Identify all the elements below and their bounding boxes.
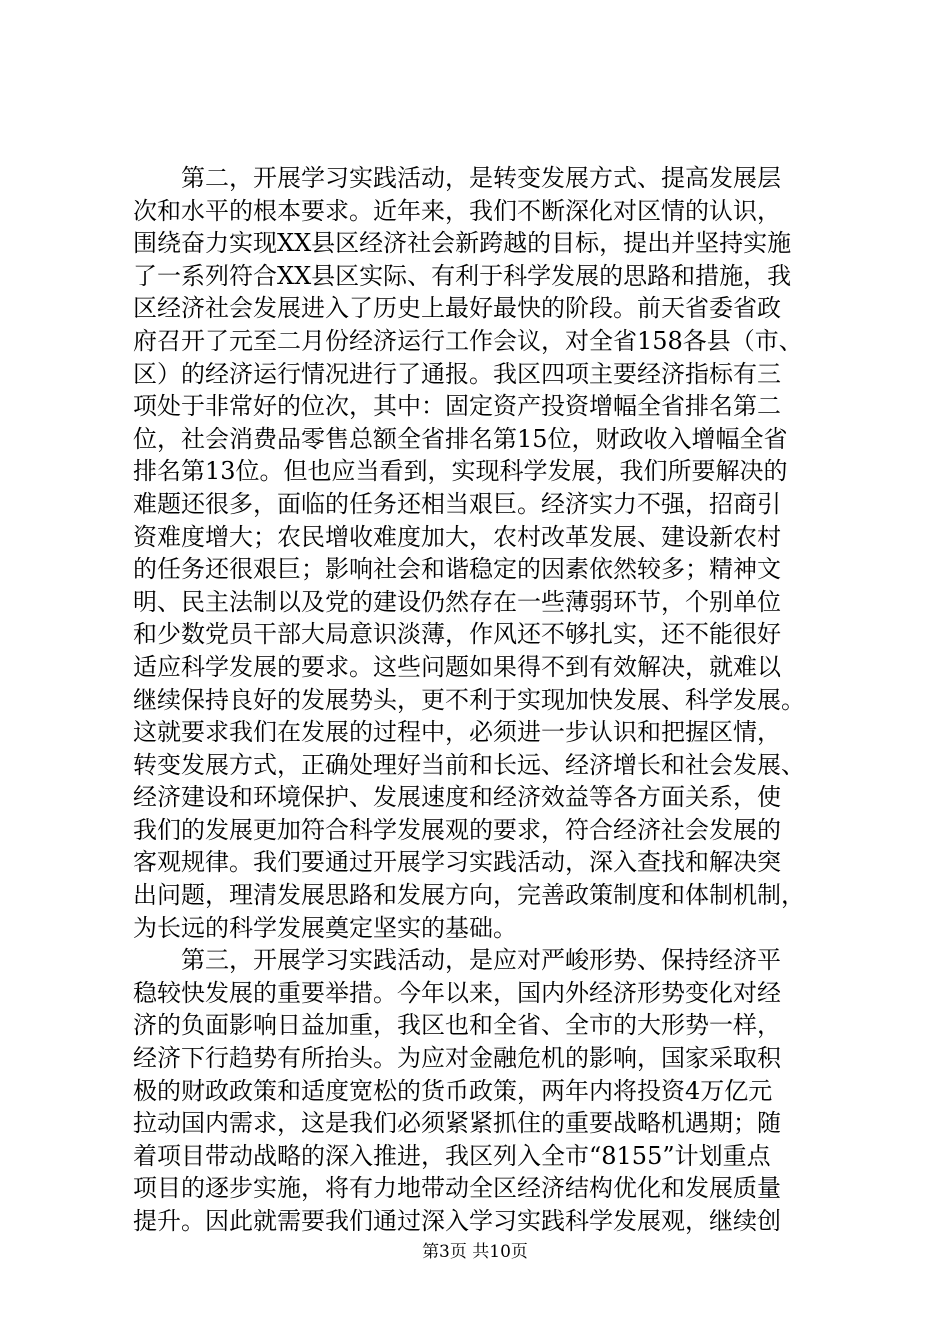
text-line: 和少数党员干部大局意识淡薄，作风还不够扎实，还不能很好 xyxy=(133,620,781,649)
text-line: 继续保持良好的发展势头，更不利于实现加快发展、科学发展。 xyxy=(133,685,805,714)
text-line: 出问题，理清发展思路和发展方向，完善政策制度和体制机制， xyxy=(133,881,805,910)
text-line: 经济下行趋势有所抬头。为应对金融危机的影响，国家采取积 xyxy=(133,1044,781,1073)
text-line: 位，社会消费品零售总额全省排名第15位，财政收入增幅全省 xyxy=(133,424,788,453)
text-line: 我们的发展更加符合科学发展观的要求，符合经济社会发展的 xyxy=(133,815,781,844)
text-line: 着项目带动战略的深入推进，我区列入全市“8155”计划重点 xyxy=(133,1141,771,1170)
text-line: 区经济社会发展进入了历史上最好最快的阶段。前天省委省政 xyxy=(133,294,781,323)
text-line: 这就要求我们在发展的过程中，必须进一步认识和把握区情， xyxy=(133,718,781,747)
text-line: 的任务还很艰巨；影响社会和谐稳定的因素依然较多；精神文 xyxy=(133,555,781,584)
text-line: 区）的经济运行情况进行了通报。我区四项主要经济指标有三 xyxy=(133,359,781,388)
text-line: 稳较快发展的重要举措。今年以来，国内外经济形势变化对经 xyxy=(133,978,781,1007)
text-line: 适应科学发展的要求。这些问题如果得不到有效解决，就难以 xyxy=(133,652,781,681)
page-footer: 第3页 共10页 xyxy=(422,1242,528,1262)
text-line: 项处于非常好的位次，其中：固定资产投资增幅全省排名第二 xyxy=(133,392,781,421)
text-line: 第三，开展学习实践活动，是应对严峻形势、保持经济平 xyxy=(133,946,781,975)
text-line: 围绕奋力实现XX县区经济社会新跨越的目标，提出并坚持实施 xyxy=(133,229,792,258)
text-line: 提升。因此就需要我们通过深入学习实践科学发展观，继续创 xyxy=(133,1207,781,1235)
text-line: 济的负面影响日益加重，我区也和全省、全市的大形势一样， xyxy=(133,1011,781,1040)
text-line: 次和水平的根本要求。近年来，我们不断深化对区情的认识， xyxy=(133,196,781,225)
text-line: 经济建设和环境保护、发展速度和经济效益等各方面关系，使 xyxy=(133,783,781,812)
text-line: 为长远的科学发展奠定坚实的基础。 xyxy=(133,913,517,942)
text-line: 拉动国内需求，这是我们必须紧紧抓住的重要战略机遇期；随 xyxy=(133,1109,781,1138)
text-line: 资难度增大；农民增收难度加大，农村改革发展、建设新农村 xyxy=(133,522,781,551)
text-line: 第二，开展学习实践活动，是转变发展方式、提高发展层 xyxy=(133,164,781,192)
text-line: 项目的逐步实施，将有力地带动全区经济结构优化和发展质量 xyxy=(133,1174,781,1203)
text-line: 府召开了元至二月份经济运行工作会议，对全省158各县（市、 xyxy=(133,326,803,355)
text-line: 客观规律。我们要通过开展学习实践活动，深入查找和解决突 xyxy=(133,848,781,877)
text-line: 难题还很多，面临的任务还相当艰巨。经济实力不强，招商引 xyxy=(133,489,781,518)
text-line: 排名第13位。但也应当看到，实现科学发展，我们所要解决的 xyxy=(133,457,788,486)
text-line: 了一系列符合XX县区实际、有利于科学发展的思路和措施，我 xyxy=(133,261,792,290)
text-line: 极的财政政策和适度宽松的货币政策，两年内将投资4万亿元 xyxy=(133,1076,773,1105)
body-text xyxy=(133,162,853,1238)
text-line: 明、民主法制以及党的建设仍然存在一些薄弱环节，个别单位 xyxy=(133,587,781,616)
text-line: 转变发展方式，正确处理好当前和长远、经济增长和社会发展、 xyxy=(133,750,805,779)
